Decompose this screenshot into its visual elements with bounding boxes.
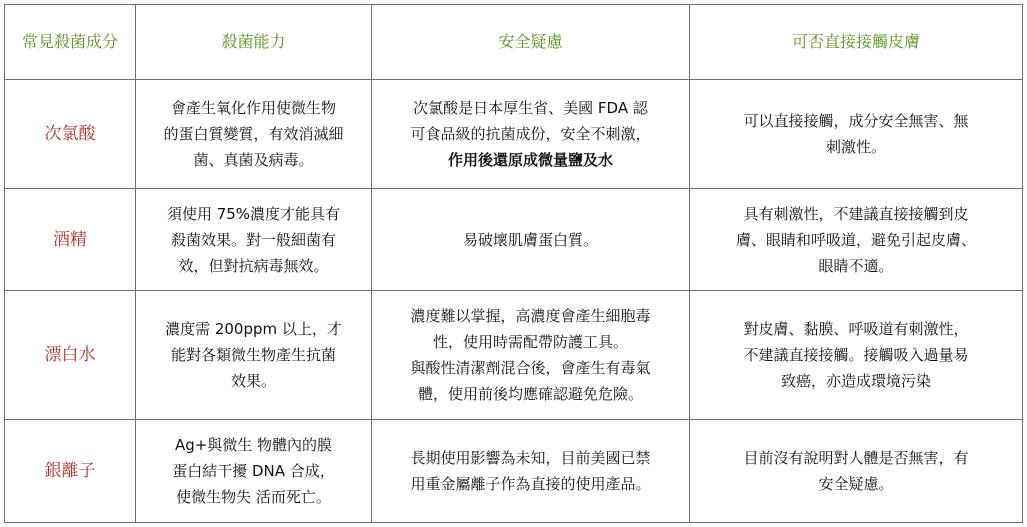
contact-line: 對皮膚、黏膜、呼吸道有刺激性， <box>743 319 969 338</box>
power-line: 使微生物失 活而死亡。 <box>176 487 331 506</box>
agent-name: 酒精 <box>5 189 136 290</box>
contact-line: 眼睛不適。 <box>818 256 894 275</box>
table-row-bleach <box>5 290 1023 419</box>
table-row-hypochlorous <box>5 80 1023 189</box>
power-line: 須使用 75%濃度才能具有 <box>166 204 341 223</box>
agent-name: 銀離子 <box>5 419 136 522</box>
disinfectant-comparison-table <box>4 4 1023 523</box>
contact-cell <box>690 80 1023 189</box>
power-cell <box>136 189 372 290</box>
power-line: 能對各類微生物產生抗菌 <box>170 345 336 364</box>
safety-line: 與酸性清潔劑混合後，會產生有毒氣 <box>410 358 651 377</box>
power-cell <box>136 80 372 189</box>
contact-line: 安全疑慮。 <box>818 474 894 493</box>
contact-cell <box>690 419 1023 522</box>
contact-cell <box>690 290 1023 419</box>
power-line: 效，但對抗病毒無效。 <box>178 256 329 275</box>
power-line: Ag+與微生 物體內的膜 <box>174 435 333 454</box>
power-line: 會產生氧化作用使微生物 <box>170 99 336 118</box>
power-line: 蛋白結干擾 DNA 合成， <box>172 461 335 480</box>
header-safety: 安全疑慮 <box>372 5 690 80</box>
header-contact: 可否直接接觸皮膚 <box>690 5 1023 80</box>
contact-line: 不建議直接接觸。接觸吸入過量易 <box>743 345 969 364</box>
power-line: 菌、真菌及病毒。 <box>193 151 314 170</box>
safety-line: 體，使用前後均應確認避免危險。 <box>417 384 643 403</box>
safety-line: 濃度難以掌握，高濃度會產生細胞毒 <box>410 306 651 325</box>
header-row <box>5 5 1023 80</box>
contact-line: 刺激性。 <box>825 138 886 157</box>
safety-line: 作用後還原成微量鹽及水 <box>447 151 613 170</box>
power-line: 效果。 <box>230 371 276 390</box>
safety-cell <box>372 189 690 290</box>
agent-name: 次氯酸 <box>5 80 136 189</box>
contact-line: 目前沒有說明對人體是否無害，有 <box>743 448 969 467</box>
power-cell <box>136 290 372 419</box>
safety-cell <box>372 419 690 522</box>
agent-name: 漂白水 <box>5 290 136 419</box>
safety-line: 性，使用時需配帶防護工具。 <box>432 332 628 351</box>
contact-line: 致癌，亦造成環境污染 <box>780 371 931 390</box>
contact-line: 可以直接接觸，成分安全無害、無 <box>743 112 969 131</box>
safety-line: 可食品級的抗菌成份，安全不刺激， <box>410 125 651 144</box>
safety-line: 易破壞肌膚蛋白質。 <box>462 230 598 249</box>
contact-cell <box>690 189 1023 290</box>
header-agent: 常見殺菌成分 <box>5 5 136 80</box>
contact-line: 具有刺激性，不建議直接接觸到皮 <box>743 204 969 223</box>
safety-line: 用重金屬離子作為直接的使用產品。 <box>410 474 651 493</box>
safety-line: 長期使用影響為未知，目前美國已禁 <box>410 448 651 467</box>
safety-cell <box>372 290 690 419</box>
comparison-table-wrapper <box>4 4 1022 523</box>
power-cell <box>136 419 372 522</box>
safety-line: 次氯酸是日本厚生省、美國 FDA 認 <box>413 99 648 118</box>
power-line: 殺菌效果。對一般細菌有 <box>170 230 336 249</box>
power-line: 濃度需 200ppm 以上，才 <box>165 319 342 338</box>
table-row-silver-ion <box>5 419 1023 522</box>
header-power: 殺菌能力 <box>136 5 372 80</box>
power-line: 的蛋白質變質，有效消滅細 <box>163 125 344 144</box>
table-row-alcohol <box>5 189 1023 290</box>
safety-cell <box>372 80 690 189</box>
contact-line: 膚、眼睛和呼吸道，避免引起皮膚、 <box>735 230 976 249</box>
